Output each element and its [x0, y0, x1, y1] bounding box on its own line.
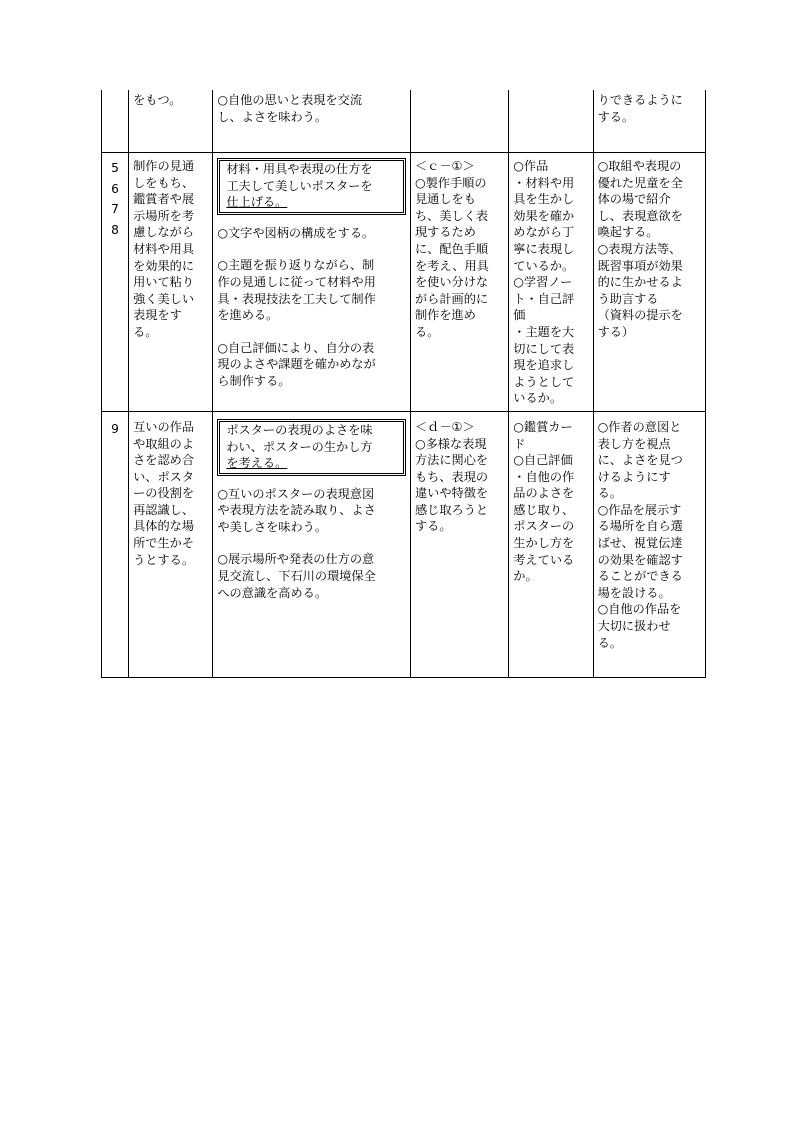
text-line: めながら丁 — [513, 225, 575, 240]
text-line: 具体的な場 — [133, 519, 195, 534]
text-line: 強く美しい — [133, 291, 195, 306]
text-line: ○主題を振り返りながら、制 — [217, 258, 375, 273]
method-cell — [509, 153, 593, 412]
text-line: 切にして表 — [513, 341, 575, 356]
text-line: 工夫して美しいポスターを — [226, 178, 373, 193]
text-line: ○展示場所や発表の仕方の意 — [217, 552, 375, 567]
hour-number: 8 — [111, 222, 119, 237]
text-line: を効果的に — [133, 258, 195, 273]
text-line: を進める。 — [217, 308, 279, 323]
paragraph-gap — [217, 324, 407, 340]
text-line: る。 — [133, 324, 158, 339]
table-row — [102, 153, 706, 412]
text-line: ーの役割を — [133, 486, 195, 501]
text-line: わい、ポスターの生かし方 — [226, 439, 373, 454]
activity-item — [217, 92, 407, 125]
text-line: ようとして — [513, 374, 575, 389]
text-line: を考え、用具 — [414, 258, 489, 273]
text-line: ○自他の作品を — [597, 602, 682, 617]
text-line: ト・自己評 — [513, 291, 575, 306]
support-cell — [593, 411, 705, 677]
text-line: に、よさを見つ — [597, 453, 683, 468]
text-line: する。 — [597, 109, 635, 124]
text-line: ○互いのポスターの表現意図 — [217, 486, 375, 501]
text-line: 仕上げる。 — [226, 195, 288, 210]
text-line: 違いや特徴を — [414, 486, 489, 501]
goal-cell — [129, 153, 213, 412]
activity-item — [217, 551, 407, 601]
text-line: る。 — [597, 486, 622, 501]
hour-number: 7 — [111, 202, 119, 217]
text-line: ○文字や図柄の構成をする。 — [217, 225, 375, 240]
table-row — [102, 90, 706, 153]
goal-cell — [129, 411, 213, 677]
hour-number: 6 — [111, 181, 119, 196]
text-line: 互いの作品 — [133, 419, 195, 434]
text-line: ○表現方法等、 — [597, 241, 682, 256]
text-line: への意識を高める。 — [217, 585, 328, 600]
text-line: をもつ。 — [133, 93, 182, 107]
text-line: 慮しながら — [133, 225, 195, 240]
evaluation-cell — [410, 90, 508, 153]
text-line: 既習事項が効果 — [597, 258, 683, 273]
text-line: 表現をす — [133, 308, 182, 323]
main-activity-box — [217, 419, 406, 476]
text-line: ることができる — [597, 569, 683, 584]
text-line: ＜ｄ－①＞ — [414, 419, 475, 434]
activity-cell — [213, 411, 411, 677]
text-line: ○自己評価 — [513, 453, 573, 468]
text-line: ているか。 — [513, 258, 575, 273]
text-line: ・材料や用 — [513, 175, 575, 190]
text-line: 方法に関心を — [414, 453, 489, 468]
text-line: する） — [597, 324, 635, 339]
activity-item — [217, 340, 407, 390]
text-line: 再認識し、 — [133, 502, 195, 517]
text-line: の効果を確認す — [597, 552, 683, 567]
text-line: （資料の提示を — [597, 308, 683, 323]
text-line: か。 — [513, 569, 538, 584]
text-line: ○多様な表現 — [414, 436, 487, 451]
text-line: 現のよさや課題を確かめなが — [217, 357, 376, 372]
text-line: ばせ、視覚伝達 — [597, 536, 683, 551]
activity-item — [217, 257, 407, 323]
text-line: ○自他の思いと表現を交流 — [217, 93, 363, 107]
text-line: 示場所を考 — [133, 208, 195, 223]
text-line: ポスターの表現のよさを味 — [226, 422, 373, 437]
paragraph-gap — [217, 241, 407, 257]
text-line: や表現方法を読み取り、よさ — [217, 503, 376, 518]
text-line: 具・表現技法を工夫して制作 — [217, 291, 376, 306]
method-cell — [509, 411, 593, 677]
text-line: ち、美しく表 — [414, 208, 489, 223]
text-line: 的に生かせるよ — [597, 275, 683, 290]
text-line: する。 — [414, 519, 452, 534]
text-line: を使い分けな — [414, 275, 489, 290]
text-line: ○学習ノー — [513, 275, 573, 290]
text-line: けるようにす — [597, 469, 671, 484]
text-line: や美しさを味わう。 — [217, 519, 328, 534]
text-line: ○自己評価により、自分の表 — [217, 340, 375, 355]
text-line: 大切に扱わせ — [597, 619, 671, 634]
text-line: りできるように — [597, 93, 683, 107]
activity-cell — [213, 90, 411, 153]
text-line: 生かし方を — [513, 536, 575, 551]
text-line: ・自他の作 — [513, 469, 575, 484]
text-line: うとする。 — [133, 552, 195, 567]
text-line: 体の場で紹介 — [597, 192, 671, 207]
text-line: 表し方を視点 — [597, 436, 671, 451]
method-cell — [509, 90, 593, 153]
text-line: 価 — [513, 308, 526, 323]
text-line: ○取組や表現の — [597, 159, 682, 173]
text-line: 寧に表現し — [513, 241, 575, 256]
text-line: 感じ取り、 — [513, 502, 575, 517]
hours-cell — [102, 153, 129, 412]
activity-item — [217, 486, 407, 536]
text-line: を考える。 — [226, 456, 288, 471]
hours-cell — [102, 90, 129, 153]
activity-cell — [213, 153, 411, 412]
text-line: し、よさを味わう。 — [217, 109, 328, 124]
text-line: ○製作手順の — [414, 175, 487, 190]
text-line: ポスターの — [513, 519, 575, 534]
text-line: もち、表現の — [414, 469, 489, 484]
text-line: 作の見通しに従って材料や用 — [217, 274, 376, 289]
goal-cell — [129, 90, 213, 153]
main-activity-box — [217, 158, 406, 215]
text-line: ○作品を展示す — [597, 502, 682, 517]
text-line: しをもち、 — [133, 175, 195, 190]
text-line: る。 — [597, 635, 622, 650]
support-cell — [593, 153, 705, 412]
text-line: ド — [513, 436, 526, 451]
text-line: 所で生かそ — [133, 536, 195, 551]
text-line: ○作品 — [513, 159, 549, 173]
text-line: 鑑賞者や展 — [133, 192, 195, 207]
hour-number: 9 — [111, 421, 119, 436]
text-line: し、表現意欲を — [597, 208, 683, 223]
activity-item — [217, 225, 407, 242]
text-line: ら制作する。 — [217, 373, 291, 388]
text-line: 現するため — [414, 225, 476, 240]
text-line: 見交流し、下石川の環境保全 — [217, 569, 376, 584]
lesson-plan-table — [101, 90, 706, 678]
text-line: 場を設ける。 — [597, 585, 671, 600]
hour-number: 5 — [111, 161, 119, 175]
text-line: ・主題を大 — [513, 324, 575, 339]
text-line: ○鑑賞カー — [513, 419, 573, 434]
text-line: ○作者の意図と — [597, 419, 682, 434]
table-row — [102, 411, 706, 677]
text-line: 見通しをも — [414, 192, 476, 207]
text-line: 材料や用具 — [133, 241, 195, 256]
text-line: や取組のよ — [133, 436, 195, 451]
hours-cell — [102, 411, 129, 677]
text-line: る。 — [414, 324, 440, 339]
text-line: 制作を進め — [414, 308, 476, 323]
support-cell — [593, 90, 705, 153]
evaluation-cell — [410, 411, 508, 677]
text-line: 効果を確か — [513, 208, 575, 223]
text-line: 喚起する。 — [597, 225, 659, 240]
text-line: 品のよさを — [513, 486, 575, 501]
text-line: 材料・用具や表現の仕方を — [226, 162, 373, 176]
text-line: 優れた児童を全 — [597, 175, 683, 190]
evaluation-cell — [410, 153, 508, 412]
text-line: ＜ｃ－①＞ — [414, 159, 475, 173]
text-line: い、ポスタ — [133, 469, 195, 484]
text-line: 制作の見通 — [133, 159, 195, 173]
text-line: 感じ取ろうと — [414, 502, 489, 517]
text-line: 用いて粘り — [133, 275, 195, 290]
text-line: 考えている — [513, 552, 575, 567]
paragraph-gap — [217, 535, 407, 551]
text-line: がら計画的に — [414, 291, 489, 306]
text-line: さを認め合 — [133, 453, 195, 468]
text-line: 具を生かし — [513, 192, 575, 207]
text-line: 現を追求し — [513, 358, 575, 373]
text-line: る場所を自ら選 — [597, 519, 683, 534]
text-line: に、配色手順 — [414, 241, 489, 256]
text-line: いるか。 — [513, 391, 563, 406]
text-line: う助言する — [597, 291, 659, 306]
